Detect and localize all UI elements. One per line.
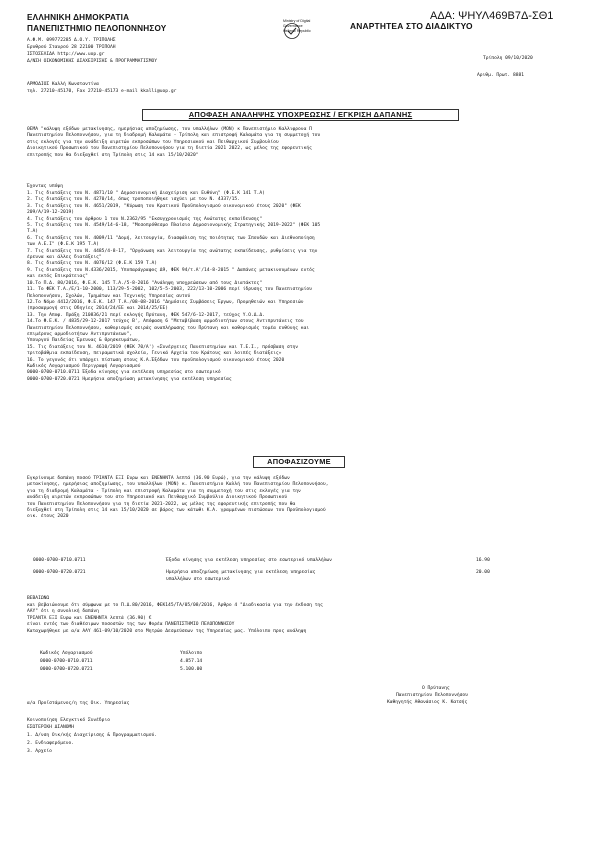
signature-left: α/α Προϊστάμενος/η της Οικ. Υπηρεσίας — [27, 701, 130, 706]
address: Ερυθρού Σταυρού 28 22100 ΤΡΙΠΟΛΗ — [27, 45, 116, 50]
balance-amount: 4.857.14 — [180, 659, 203, 664]
consideration-line: 16. Το γεγονός ότι υπάρχει πίστωση στους Κ.Α.Έξόδων του προϋπολογισμού οικονομικού έτους 2020 — [27, 357, 285, 363]
account-header: Κωδικός Λογαριασμού Περιγραφή Λογαριασμού — [27, 363, 141, 369]
header-line1: ΕΛΛΗΝΙΚΗ ΔΗΜΟΚΡΑΤΙΑ — [27, 13, 130, 22]
alloc-desc: Ημερήσια αποζημίωση μετακίνησης για εκτέλεση υπηρεσίας — [166, 570, 316, 575]
consideration-line: 9. Τις διατάξεις του Ν.4336/2015, Υποπαράγραφος Δ9, ΦΕΚ 94/τ.Α'/14-8-2015 " Δαπάνες μετακινουμένων εντός — [27, 267, 315, 273]
decide-title: ΑΠΟΦΑΣΙΖΟΥΜΕ — [267, 457, 331, 466]
consideration-line: 14.Το Φ.Ε.Κ. / 4835/29-12-2017 τεύχος Β', Απόφαση 6 "Μεταβίβαση αρμοδιοτήτων στους Αντιπρυτάνεις του — [27, 319, 304, 325]
consideration-line: των Α.Ε.Ι" (Φ.Ε.Κ 195 Τ.Α) — [27, 242, 99, 248]
consideration-line: 8. Τις διατάξεις του Ν. 4076/12 (Φ.Ε.Κ 159 Τ.Α) — [27, 261, 157, 267]
subject-paragraph — [27, 127, 320, 159]
posted-online: ΑΝΑΡΤΗΤΕΑ ΣΤΟ ΔΙΑΔΙΚΤΥΟ — [350, 21, 473, 31]
title-box — [142, 109, 459, 121]
decision-line: Εγκρίνουμε δαπάνη ποσού ΤΡΙΑΝΤΑ ΕΞΙ Ευρω και ΕΝΕΝΗΝΤΑ λεπτά (36.90 Ευρώ), για την κάλυψη εξόδων — [27, 476, 290, 481]
consideration-line: 15. Τις διατάξεις του Ν. 4610/2019 (ΦΕΚ 70/Α') «Συνέργειες Πανεπιστημίων και Τ.Ε.Ι., πρόσβαση στην — [27, 344, 299, 350]
alloc-amount: 16.90 — [476, 558, 490, 563]
distribution-item: 3. Αρχείο — [27, 749, 52, 754]
contact-phone: τηλ. 27210-45170, Fax 27210-45173 e-mail kkalli@uop.gr — [27, 89, 177, 94]
balance-amount: 5.100.00 — [180, 667, 203, 672]
decision-line: μετακίνησης, ημερήσιας αποζημίωσης, του υπαλλήλων (ΜΟΝ) κ. Πανεπιστήμιο Καλλή του Πανεπιστημίου Πελοποννήσου, — [27, 482, 329, 488]
balance-header-amount: Υπόλοιπο — [180, 651, 203, 656]
consideration-line: τριτοβάθμια εκπαίδευση, πειραματικά σχολεία, Γενικά Αρχεία του Κράτους και λοιπές διατάξεις» — [27, 351, 282, 357]
consideration-line: 12.Το Νόμο 4412/2016, Φ.Ε.Κ. 147 Τ.Α./08-08-2016 "Δημόσιες Συμβάσεις Έργων, Προμηθειών και Υπηρεσιών — [27, 299, 304, 305]
considerations-list — [27, 191, 320, 383]
decide-title-box — [253, 456, 345, 468]
decision-paragraph — [27, 476, 328, 521]
consideration-line: 5. Τις διατάξεις του Ν. 4549/14-6-18, "Μεσοπρόθεσμο Πλαίσιο Δημοσιονομικής Στρατηγικής 2019-2022" (ΦΕΚ 105 — [27, 223, 321, 229]
consideration-line: 6. Τις διατάξεις του Ν. 4009/11 "Δομή, λειτουργία, διασφάλιση της ποιότητας των Σπουδών και Διεθνοποίηση — [27, 235, 315, 241]
consideration-line: 209/Α/19-12-2019) — [27, 210, 75, 216]
consideration-line: 2. Τις διατάξεις του Ν. 4270/14, όπως τροποποιήθηκε ισχύει με τον Ν. 4337/15. — [27, 197, 240, 203]
alloc-desc: Έξοδα κίνησης για εκτέλεση υπηρεσίας στο εσωτερικό υπαλλήλων — [166, 558, 332, 563]
certify-paragraph — [27, 603, 323, 635]
consideration-line: έρευνα και άλλες διατάξεις" — [27, 255, 102, 261]
balance-code: 0000-0700-0710.0711 — [40, 659, 93, 664]
alloc-code: 0000-0700-0720.0721 — [33, 570, 86, 575]
protocol-number: Αριθμ. Πρωτ. 8881 — [477, 73, 525, 78]
consideration-line: 1. Τις διατάξεις του Ν. 4871/10 " Δημοσιονομική Διαχείριση και Ευθύνη" (Φ.Ε.Κ 141 Τ.Α) — [27, 191, 265, 196]
date: Τρίπολη 09/10/2020 — [483, 56, 533, 61]
subject-line: Πανεπιστημίου Πελοποννήσου, για τη διαδρομή Καλαμάτα - Τρίπολη και επιστροφή Καλαμάτα για τη συμμετοχή του — [27, 133, 321, 139]
certify-line: και βεβαιώνουμε ότι σύμφωνα με το Π.Δ.80/2016, ΦΕΚ145/ΤΑ/05/08/2016, Άρθρο 4 "Διαδικασία για την έκδοση της — [27, 603, 323, 608]
signature-right-2: Πανεπιστημίου Πελοποννήσου — [396, 693, 468, 698]
ada-code: ΑΔΑ: ΨΗΥΛ469Β7Δ-ΣΘ1 — [430, 10, 554, 22]
consideration-line: 7. Τις διατάξεις του Ν. 4485/4-8-17, "Οργάνωση και λειτουργία της ανώτατης εκπαίδευσης, ρυθμίσεις για την — [27, 248, 318, 254]
subject-line: ΘΕΜΑ "κάλυψη εξόδων μετακίνησης, ημερήσιας αποζημίωσης, του υπαλλήλων (ΜΟΝ) κ Πανεπιστήμιο Καλλιφρονα Π — [27, 127, 312, 132]
decision-title: ΑΠΟΦΑΣΗ ΑΝΑΛΗΨΗΣ ΥΠΟΧΡΕΩΣΗΣ / ΕΓΚΡΙΣΗ ΔΑΠΑΝΗΣ — [188, 110, 413, 119]
consideration-line: επιμέρους αρμοδιοτήτων Αντιπρυτάνεων", — [27, 331, 133, 337]
consideration-line: 4. Τις διατάξεις του άρθρου 1 του Ν.2362/95 "Εκσυγχρονισμός της Ανώτατης εκπαίδευσης" — [27, 216, 263, 222]
header-line2: ΠΑΝΕΠΙΣΤΗΜΙΟ ΠΕΛΟΠΟΝΝΗΣΟΥ — [27, 24, 167, 33]
account-row: 0000-0700-0720.0721 Ημερήσια αποζημίωση μετακίνησης για εκτέλεση υπηρεσίας — [27, 376, 232, 382]
distribution-item: 2. Ενδιαφερόμενο. — [27, 741, 75, 746]
decision-line: για τη διαδρομή Καλαμάτα - Τρίπολη και επιστροφή Καλαμάτα για τη συμμετοχή του στις εκλογές για την — [27, 488, 301, 494]
stamp-line-2: Governance — [283, 24, 303, 28]
certify-line: είναι εντός των διαθέσιμων ποσοστών της των Φορέα ΠΑΝΕΠΙΣΤΗΜΙΟ ΠΕΛΟΠΟΝΝΗΣΟΥ — [27, 622, 235, 628]
balance-code: 0000-0700-0720.0721 — [40, 667, 93, 672]
consideration-line: και εκτός Επικράτειας" — [27, 274, 88, 280]
decision-line: οικ. έτους 2020 — [27, 514, 69, 520]
certify-line: Καταχωρήθηκε με α/α ΑΑΥ 461-09/10/2020 στο Μητρώο Δεσμεύσεων της Υπηρεσίας μας. Υπόλοιπο προς ανάληψη — [27, 628, 307, 634]
account-row: 0000-0700-0710.0711 Έξοδα κίνησης για εκτέλεση υπηρεσίας στο εσωτερικό — [27, 370, 221, 376]
consideration-line: 10.Το Π.Δ. 80/2016, Φ.Ε.Κ. 145 Τ.Α./5-8-2016 "Ανάληψη υποχρεώσεων από τους Διατάκτες" — [27, 280, 263, 286]
subject-line: Διοικητικού Προσωπικού του Πανεπιστημίου Πελοποννήσου για τη διετία 2021 2022, ως μέλος της εφορευτικής — [27, 146, 312, 152]
consideration-line: Υπουργού Παιδείας Έρευνας & Θρησκευμάτων, — [27, 338, 141, 344]
certify-title: ΒΕΒΑΙΩΝΩ — [27, 596, 50, 601]
consideration-line: 3. Τις διατάξεις του Ν. 4651/2019, "Κύρωση του Κρατικού Προϋπολογισμού οικονομικού έτους 2020" (ΦΕΚ — [27, 203, 301, 209]
website: ΙΣΤΟΣΕΛΙΔΑ http://www.uop.gr — [27, 52, 105, 57]
directorate: Δ/ΝΣΗ ΟΙΚΟΝΟΜΙΚΗΣ ΔΙΑΧΕΙΡΙΣΗΣ & ΠΡΟΓΡΑΜΜΑΤΙΣΜΟΥ — [27, 59, 157, 64]
alloc-desc-2: υπαλλήλων στο εσωτερικό — [166, 577, 230, 582]
balance-header-code: Κωδικός Λογαριασμού — [40, 651, 93, 656]
contact-person: ΑΡΜΟΔΙΟΣ Καλλή Κωνσταντίνα — [27, 82, 99, 87]
signature-right-1: Ο Πρύτανης — [422, 686, 450, 691]
consideration-line: 13. Την Αποφ. Πράξη 210836/21 περί εκλογής Πρύτανη, ΦΕΚ 547/6-12-2017, τεύχος Υ.Ο.Δ.Δ. — [27, 312, 265, 318]
notification: Κοινοποίηση Ελεγκτικό Συνέδριο — [27, 718, 110, 723]
subject-line: επιτροπής που θα διεξαχθεί στη Τρίπολη στις 14 και 15/10/2020" — [27, 152, 199, 158]
consideration-line: (προσαρμογή στις Οδηγίες 2014/24/ΕΕ και 2014/25/ΕΕ) — [27, 306, 169, 312]
alloc-code: 0000-0700-0710.0711 — [33, 558, 86, 563]
certify-line: ΤΡΙΑΝΤΑ ΕΞΙ Ευρω και ΕΝΕΝΗΝΤΑ λεπτά (36.90) € — [27, 615, 152, 621]
consideration-line: Τ.Α) — [27, 229, 39, 235]
decision-line: διεξαχθεί στη Τρίπολη στις 14 και 15/10/2020 σε βάρος των κάτωθι Κ.Α. γραμμένων πιστώσεων του Προϋπολογισμού — [27, 508, 326, 514]
subject-line: στις εκλογές για την ανάδειξη αιρετών εκπροσώπων του Υπηρεσιακού και Πειθαρχικού Συμβουλίου — [27, 139, 279, 145]
decision-line: του Πανεπιστημίου Πελοποννήσου για τη διετία 2021-2022, ως μέλος της εφορευτικής επιτροπής που θα — [27, 501, 296, 507]
alloc-amount: 20.00 — [476, 570, 490, 575]
stamp-line-3: Hellenic Republic — [283, 29, 311, 33]
afm: Α.Φ.Μ. 099772285 Δ.Ο.Υ. ΤΡΙΠΟΛΗΣ — [27, 38, 116, 43]
distribution-item: 1. Δ/νση Οικ/κής Διαχείρισης & Προγραμματισμού. — [27, 733, 157, 738]
signature-right-3: Καθηγητής Αθανάσιος Κ. Κατσής — [387, 700, 468, 705]
certify-line: ΑΑΥ" ότι η συνολική δαπάνη — [27, 609, 99, 615]
distribution-title: ΕΣΩΤΕΡΙΚΗ ΔΙΑΝΟΜΗ — [27, 725, 75, 730]
consideration-line: 11. Το ΦΕΚ Τ.Α./Ε/1-10-2000, 113/29-5-2002, 102/5-5-2003, 222/13-10-2006 περί ίδρυσης του Πανεπιστημίου — [27, 287, 312, 293]
decision-line: ανάδειξη αιρετών εκπροσώπων του στο Υπηρεσιακό και Πειθαρχικό Συμβούλιο Διοικητικού Προσωπικού — [27, 495, 287, 501]
having-regard: Έχοντας υπόψη — [27, 184, 63, 189]
stamp-line-1: Ministry of Digital — [283, 19, 311, 23]
consideration-line: Πελοποννήσου, Σχολών, Τμημάτων και Τεχνικής Υπηρεσίας αυτού — [27, 293, 191, 299]
consideration-line: Πανεπιστημίου Πελοποννήσου, καθορισμός σειράς αναπλήρωσης του Πρύτανη και καθορισμός τομέα ευθύνης και — [27, 325, 310, 331]
